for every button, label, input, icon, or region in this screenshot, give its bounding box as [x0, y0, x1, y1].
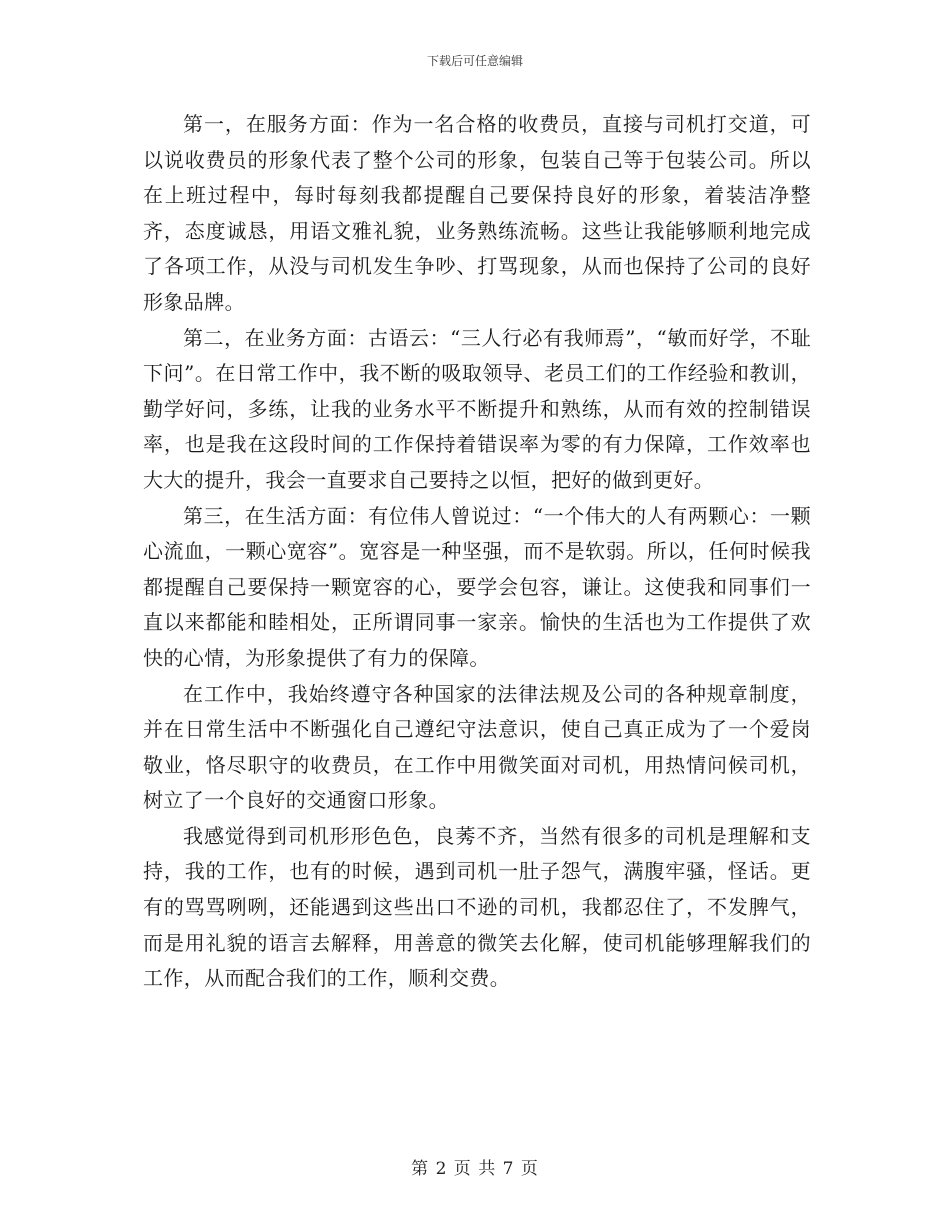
- document-body: [143, 107, 811, 997]
- paragraph-law: 在工作中，我始终遵守各种国家的法律法规及公司的各种规章制度，并在日常生活中不断强化自己遵纪守法意识，使自己真正成为了一个爱岗敬业，恪尽职守的收费员，在工作中用微笑面对司机，用热情问候司机，树立了一个良好的交通窗口形象。: [143, 681, 811, 813]
- paragraph-life: 第三，在生活方面：有位伟人曾说过：“一个伟大的人有两颗心：一颗心流血，一颗心宽容”。宽容是一种坚强，而不是软弱。所以，任何时候我都提醒自己要保持一颗宽容的心，要学会包容，谦让。这使我和同事们一直以来都能和睦相处，正所谓同事一家亲。愉快的生活也为工作提供了欢快的心情，为形象提供了有力的保障。: [143, 503, 811, 670]
- paragraph-service: 第一，在服务方面：作为一名合格的收费员，直接与司机打交道，可以说收费员的形象代表了整个公司的形象，包装自己等于包装公司。所以在上班过程中，每时每刻我都提醒自己要保持良好的形象，着装洁净整齐，态度诚恳，用语文雅礼貌，业务熟练流畅。这些让我能够顺利地完成了各项工作，从没与司机发生争吵、打骂现象，从而也保持了公司的良好形象品牌。: [143, 112, 811, 314]
- paragraph-drivers: 我感觉得到司机形形色色，良莠不齐，当然有很多的司机是理解和支持，我的工作，也有的时候，遇到司机一肚子怨气，满腹牢骚，怪话。更有的骂骂咧咧，还能遇到这些出口不逊的司机，我都忍住了，不发脾气，而是用礼貌的语言去解释，用善意的微笑去化解，使司机能够理解我们的工作，从而配合我们的工作，顺利交费。: [143, 823, 811, 991]
- page-number: 第 2 页 共 7 页: [411, 1159, 539, 1179]
- page-header: 下载后可任意编辑: [426, 54, 523, 68]
- paragraph-business: 第二，在业务方面：古语云：“三人行必有我师焉”，“敏而好学，不耻下问”。在日常工作中，我不断的吸取领导、老员工们的工作经验和教训，勤学好问，多练，让我的业务水平不断提升和熟练，从而有效的控制错误率，也是我在这段时间的工作保持着错误率为零的有力保障，工作效率也大大的提升，我会一直要求自己要持之以恒，把好的做到更好。: [143, 325, 811, 492]
